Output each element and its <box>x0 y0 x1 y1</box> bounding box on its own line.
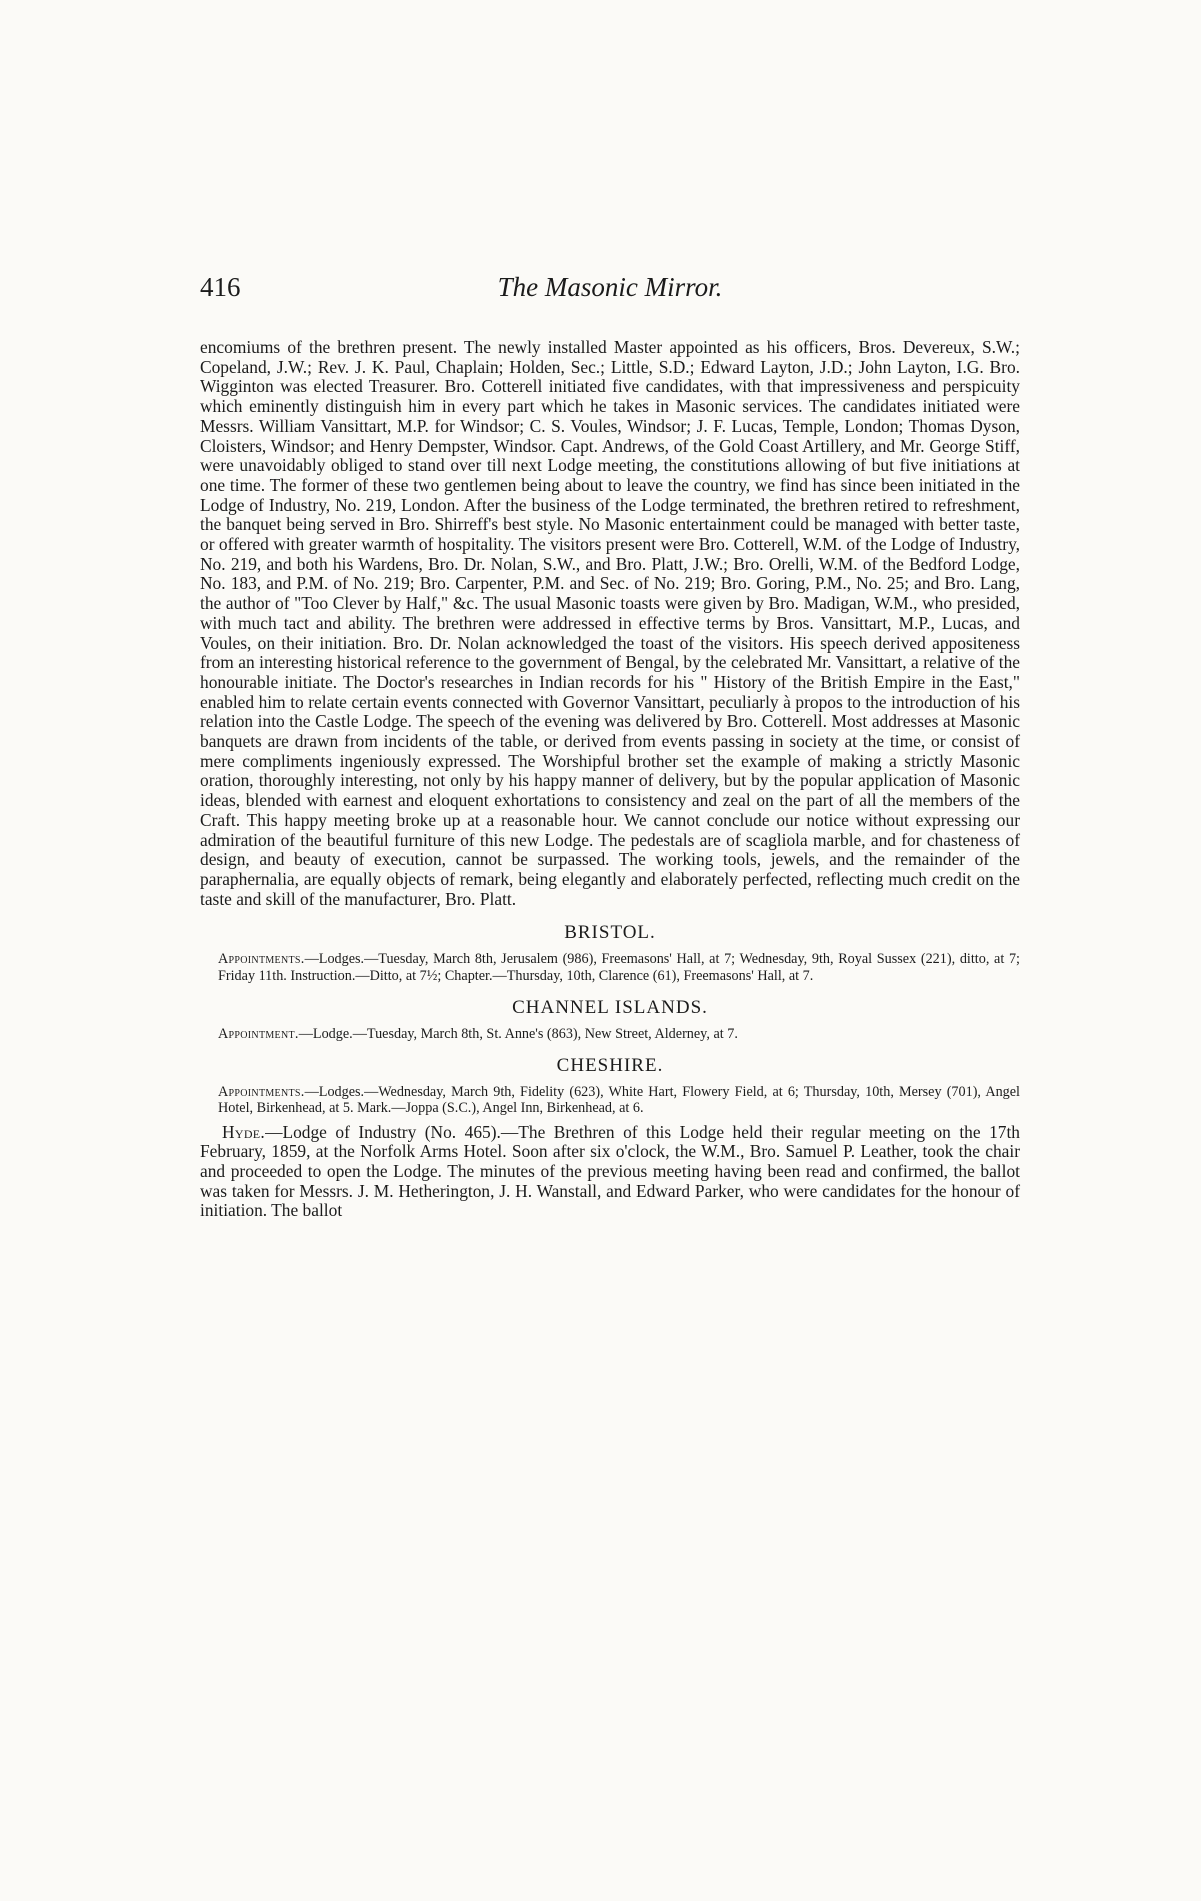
appointment-text: —Lodge.—Tuesday, March 8th, St. Anne's (863), New Street, Alderney, at 7. <box>298 1025 738 1042</box>
appointments-text: —Lodges.—Wednesday, March 9th, Fidelity (623), White Hart, Flowery Field, at 6; Thursday, 10th, Mersey (701), Angel Hotel, Birkenhead, at 5. Mark.—Joppa (S.C.), Angel Inn, Birkenhead, at 6. <box>218 1083 1020 1117</box>
hyde-report <box>200 1123 1020 1222</box>
channel-islands-appointment <box>200 1026 1020 1042</box>
article-body <box>200 338 1020 1221</box>
running-title: The Masonic Mirror. <box>497 272 723 302</box>
appointments-text: —Lodges.—Tuesday, March 8th, Jerusalem (986), Freemasons' Hall, at 7; Wednesday, 9th, Royal Sussex (221), ditto, at 7; Friday 11th. Instruction.—Ditto, at 7½; Chapter.—Thursday, 10th, Clarence (61), Freemasons' Hall, at 7. <box>218 951 1020 984</box>
page-number: 416 <box>200 272 241 302</box>
continued-paragraph: encomiums of the brethren present. The newly installed Master appointed as his officers, Bros. Devereux, S.W.; Copeland, J.W.; Rev. J. K. Paul, Chaplain; Holden, Sec.; Little, S.D.; Edward Layton, J.D.; John Layton, I.G. Bro. Wigginton was elected Treasurer. Bro. Cotterell initiated five candidates, with that impressiveness and perspicuity which eminently distinguish him in every part which he takes in Masonic services. The candidates initiated were Messrs. William Vansittart, M.P. for Windsor; C. S. Voules, Windsor; J. F. Lucas, Temple, London; Thomas Dyson, Cloisters, Windsor; and Henry Dempster, Windsor. Capt. Andrews, of the Gold Coast Artillery, and Mr. George Stiff, were unavoidably obliged to stand over till next Lodge meeting, the constitutions allowing of but five initiations at one time. The former of these two gentlemen being about to leave the country, we find has since been initiated in the Lodge of Industry, No. 219, London. After the business of the Lodge terminated, the brethren retired to refreshment, the banquet being served in Bro. Shirreff's best style. No Masonic entertainment could be managed with better taste, or offered with greater warmth of hospitality. The visitors present were Bro. Cotterell, W.M. of the Lodge of Industry, No. 219, and both his Wardens, Bro. Dr. Nolan, S.W., and Bro. Platt, J.W.; Bro. Orelli, W.M. of the Bedford Lodge, No. 183, and P.M. of No. 219; Bro. Carpenter, P.M. and Sec. of No. 219; Bro. Goring, P.M., No. 25; and Bro. Lang, the author of "Too Clever by Half," &c. The usual Masonic toasts were given by Bro. Madigan, W.M., who presided, with much tact and ability. The brethren were addressed in effective terms by Bros. Vansittart, M.P., Lucas, and Voules, on their initiation. Bro. Dr. Nolan acknowledged the toast of the visitors. His speech derived appositeness from an interesting historical reference to the government of Bengal, by the celebrated Mr. Vansittart, a relative of the honourable initiate. The Doctor's researches in Indian records for his " History of the British Empire in the East," enabled him to relate certain events connected with Governor Vansittart, peculiarly à propos to the introduction of his relation into the Castle Lodge. The speech of the evening was delivered by Bro. Cotterell. Most addresses at Masonic banquets are drawn from incidents of the table, or derived from events passing in society at the time, or consist of mere compliments ingeniously expressed. The Worshipful brother set the example of making a strictly Masonic oration, thoroughly interesting, not only by his happy manner of delivery, but by the popular application of Masonic ideas, blended with earnest and eloquent exhortations to consistency and zeal on the part of all the members of the Craft. This happy meeting broke up at a reasonable hour. We cannot conclude our notice without expressing our admiration of the beautiful furniture of this new Lodge. The pedestals are of scagliola marble, and for chasteness of design, and beauty of execution, cannot be surpassed. The working tools, jewels, and the remainder of the paraphernalia, are equally objects of remark, being elegantly and elaborately perfected, reflecting much credit on the taste and skill of the manufacturer, Bro. Platt. <box>200 337 1020 909</box>
cheshire-appointments <box>200 1084 1020 1117</box>
section-heading-cheshire: CHESHIRE. <box>556 1055 664 1077</box>
section-heading-channel-islands: CHANNEL ISLANDS. <box>512 996 708 1018</box>
section-heading-bristol: BRISTOL. <box>564 922 656 944</box>
appointments-label: Appointments. <box>218 951 305 968</box>
report-text: —Lodge of Industry (No. 465).—The Brethren of this Lodge held their regular meeting on the 17th February, 1859, at the Norfolk Arms Hotel. Soon after six o'clock, the W.M., Bro. Samuel P. Leather, took the chair and proceeded to open the Lodge. The minutes of the previous meeting having been read and confirmed, the ballot was taken for Messrs. J. M. Hetherington, J. H. Wanstall, and Edward Parker, who were candidates for the honour of initiation. The ballot <box>200 1121 1020 1221</box>
appointment-label: Appointment. <box>218 1025 299 1042</box>
bristol-appointments <box>200 951 1020 984</box>
report-lead: Hyde. <box>222 1121 266 1142</box>
appointments-label: Appointments. <box>218 1083 305 1100</box>
page-header <box>200 272 1020 312</box>
